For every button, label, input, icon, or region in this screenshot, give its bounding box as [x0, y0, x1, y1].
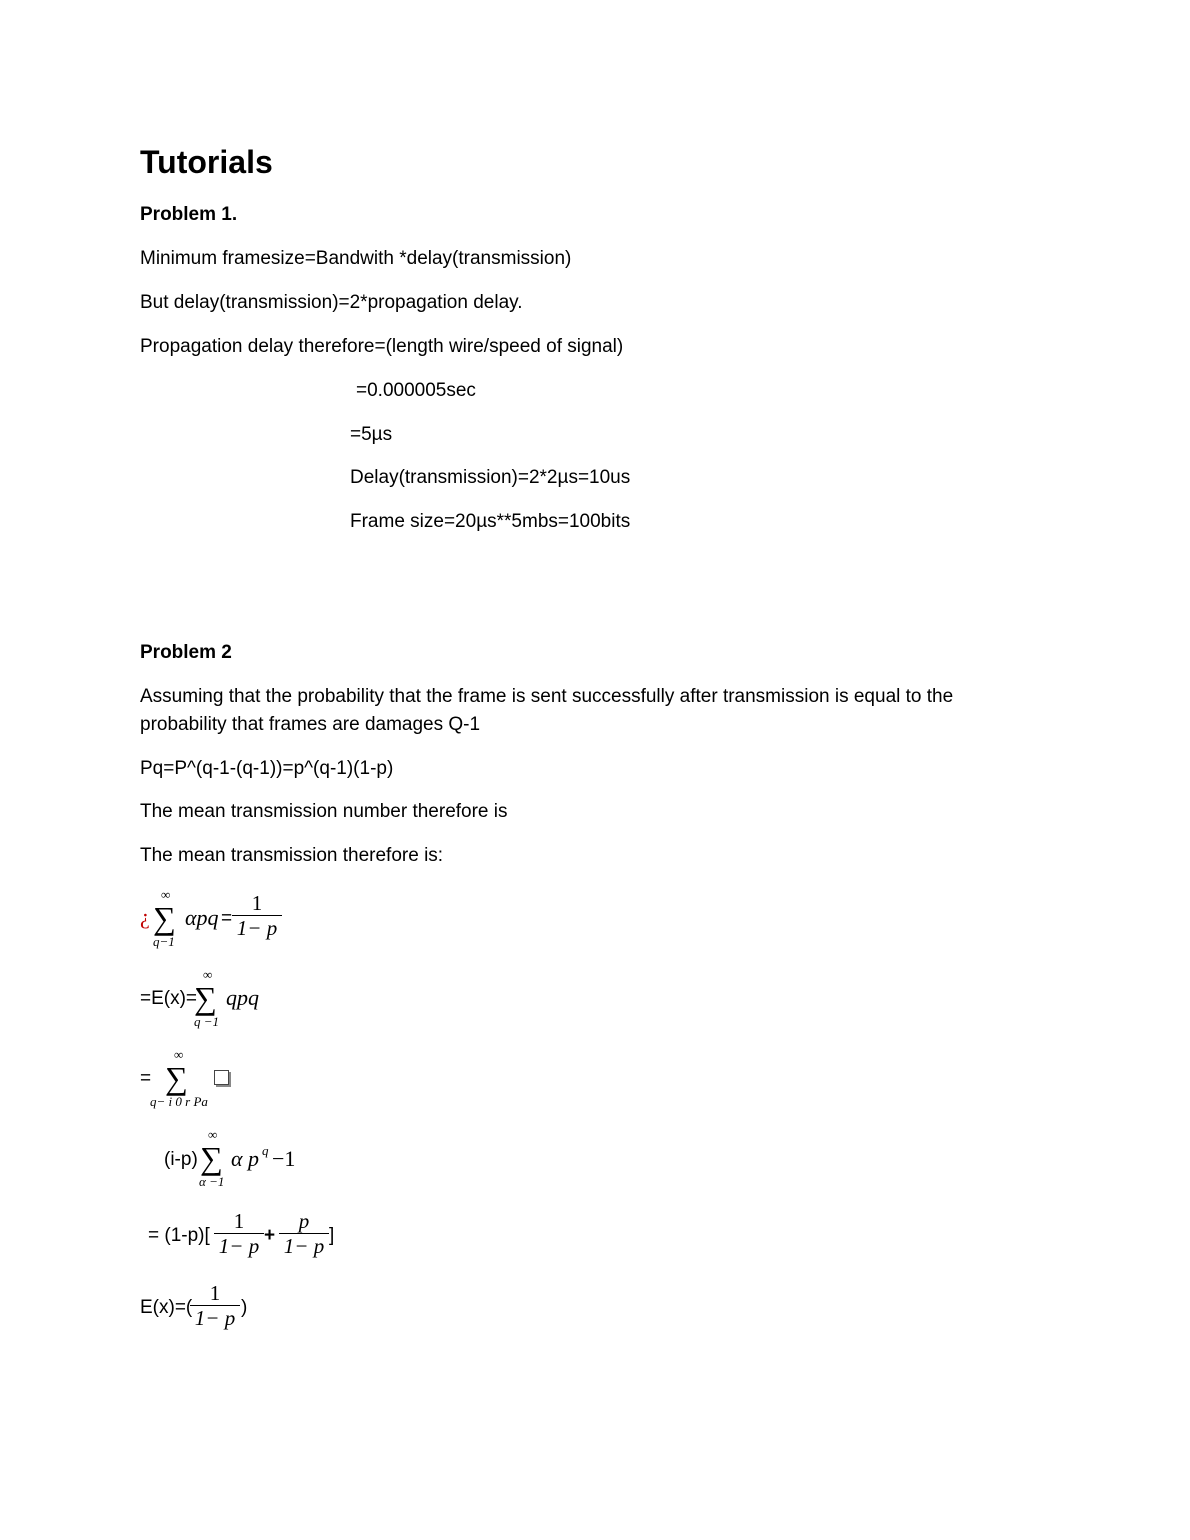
- problem-1-line-3: Propagation delay therefore=(length wire/speed of signal): [140, 336, 624, 357]
- equation-1-denominator: 1− p: [236, 916, 278, 940]
- equation-5-denominator-2: 1− p: [283, 1234, 325, 1258]
- equation-3-lower-limit: q− i 0 r Pa: [150, 1094, 208, 1109]
- equation-5-fraction-2: [279, 1209, 329, 1258]
- equation-5-fraction-1: [214, 1209, 264, 1258]
- equation-4-term-b: −1: [272, 1146, 296, 1171]
- equation-6-close: ): [241, 1297, 248, 1318]
- problem-2-heading: Problem 2: [140, 642, 232, 663]
- equation-6-fraction: [190, 1281, 240, 1330]
- equation-5-numerator-2: p: [298, 1209, 310, 1233]
- problem-1-line-7: Frame size=20µs**5mbs=100bits: [350, 511, 631, 532]
- equation-5-lead: = (1-p)[: [148, 1225, 210, 1246]
- equation-5-denominator-1: 1− p: [218, 1234, 260, 1258]
- equation-1-term: αpq: [185, 905, 219, 930]
- page-title: Tutorials: [140, 144, 273, 180]
- equation-1-sum-symbol: ∑: [153, 900, 176, 936]
- equation-1-fraction: [232, 891, 282, 940]
- problem-1-heading: Problem 1.: [140, 204, 238, 225]
- equation-3-sum-symbol: ∑: [165, 1060, 188, 1096]
- problem-2-line-2: Pq=P^(q-1-(q-1))=p^(q-1)(1-p): [140, 758, 394, 779]
- equation-4-sum-symbol: ∑: [200, 1140, 223, 1176]
- equation-3-lead: =: [140, 1068, 152, 1089]
- equation-4-lower-limit: α −1: [199, 1174, 225, 1189]
- placeholder-box-icon: [214, 1070, 229, 1085]
- equation-2-lower-limit: q −1: [194, 1014, 220, 1029]
- equation-1-numerator: 1: [251, 891, 263, 915]
- problem-2-paragraph-line-2: probability that frames are damages Q-1: [140, 714, 481, 735]
- problem-1-line-1: Minimum framesize=Bandwith *delay(transmission): [140, 248, 572, 269]
- equation-4-superscript: q: [262, 1143, 269, 1158]
- equation-2-term: qpq: [226, 985, 259, 1010]
- problem-1-line-2: But delay(transmission)=2*propagation delay.: [140, 292, 523, 313]
- equation-1-equals: =: [221, 908, 233, 929]
- equation-2-upper-limit: ∞: [203, 967, 213, 982]
- equation-5-close: ]: [329, 1225, 335, 1246]
- problem-2-line-4: The mean transmission therefore is:: [140, 845, 444, 866]
- equation-5-numerator-1: 1: [233, 1209, 245, 1233]
- equation-1-lead: ¿: [140, 904, 150, 929]
- equation-5-plus: +: [264, 1225, 276, 1246]
- equation-6-lead: E(x)=(: [140, 1297, 193, 1318]
- problem-1-line-6: Delay(transmission)=2*2µs=10us: [350, 467, 631, 488]
- equation-6-numerator: 1: [209, 1281, 221, 1305]
- problem-2-line-3: The mean transmission number therefore is: [140, 801, 508, 822]
- equation-1-upper-limit: ∞: [161, 887, 171, 902]
- equation-4-term-a: α p: [231, 1146, 260, 1171]
- problem-1-line-4: =0.000005sec: [356, 380, 476, 401]
- equation-6-denominator: 1− p: [194, 1306, 236, 1330]
- problem-2-paragraph-line-1: Assuming that the probability that the frame is sent successfully after transmission is equal to the: [140, 686, 954, 707]
- equation-4-lead: (i-p): [164, 1149, 198, 1170]
- equation-3-upper-limit: ∞: [174, 1047, 184, 1062]
- equation-1-lower-limit: q−1: [153, 934, 175, 949]
- equation-4-upper-limit: ∞: [208, 1127, 218, 1142]
- equation-2-sum-symbol: ∑: [194, 980, 217, 1016]
- equation-2-lead: =E(x)=: [140, 988, 198, 1009]
- problem-1-line-5: =5µs: [350, 424, 393, 445]
